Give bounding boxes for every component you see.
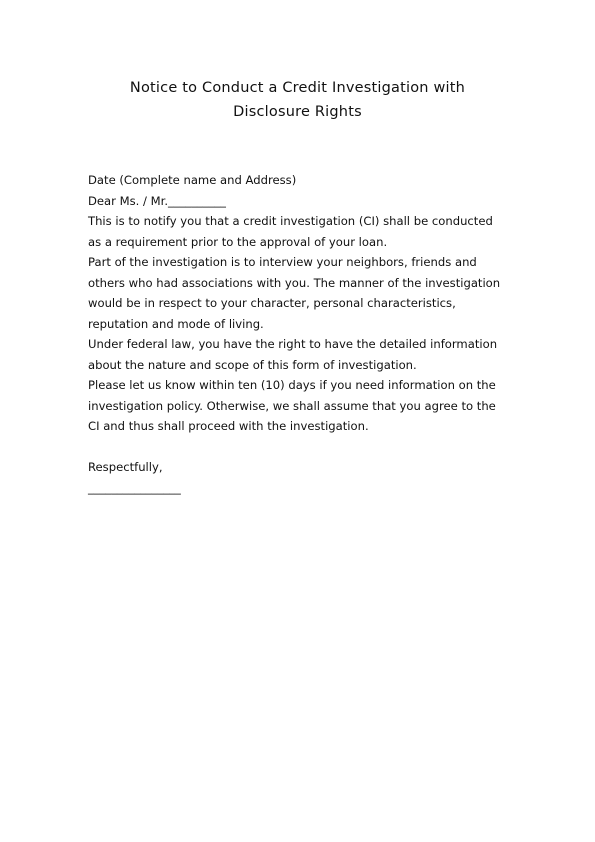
date-line: Date (Complete name and Address) [88,173,297,187]
title-line-2: Disclosure Rights [233,104,362,120]
spacer [88,437,518,458]
paragraph-2-line-1: Part of the investigation is to interview your neighbors, friends and [88,255,477,269]
paragraph-2-line-2: others who had associations with you. The manner of the investigation [88,275,501,290]
signature-line: ________________ [88,480,181,495]
paragraph-4-line-2: investigation policy. Otherwise, we shall assume that you agree to the [88,398,496,413]
salutation: Dear Ms. / Mr.__________ [88,193,226,208]
paragraph-4-line-3: CI and thus shall proceed with the investigation. [88,419,369,433]
paragraph-1-line-1: This is to notify you that a credit investigation (CI) shall be conducted [88,214,493,228]
letter-body [88,170,518,498]
closing: Respectfully, [88,460,163,474]
paragraph-2-line-3: would be in respect to your character, personal characteristics, [88,296,456,310]
title-line-1: Notice to Conduct a Credit Investigation with [129,80,466,96]
paragraph-4-line-1: Please let us know within ten (10) days if you need information on the [88,378,496,392]
paragraph-2-line-4: reputation and mode of living. [88,316,264,331]
paragraph-3-line-2: about the nature and scope of this form of investigation. [88,357,417,372]
document-title [0,76,595,124]
paragraph-1-line-2: as a requirement prior to the approval of your loan. [88,234,388,249]
paragraph-3-line-1: Under federal law, you have the right to have the detailed information [88,337,498,351]
